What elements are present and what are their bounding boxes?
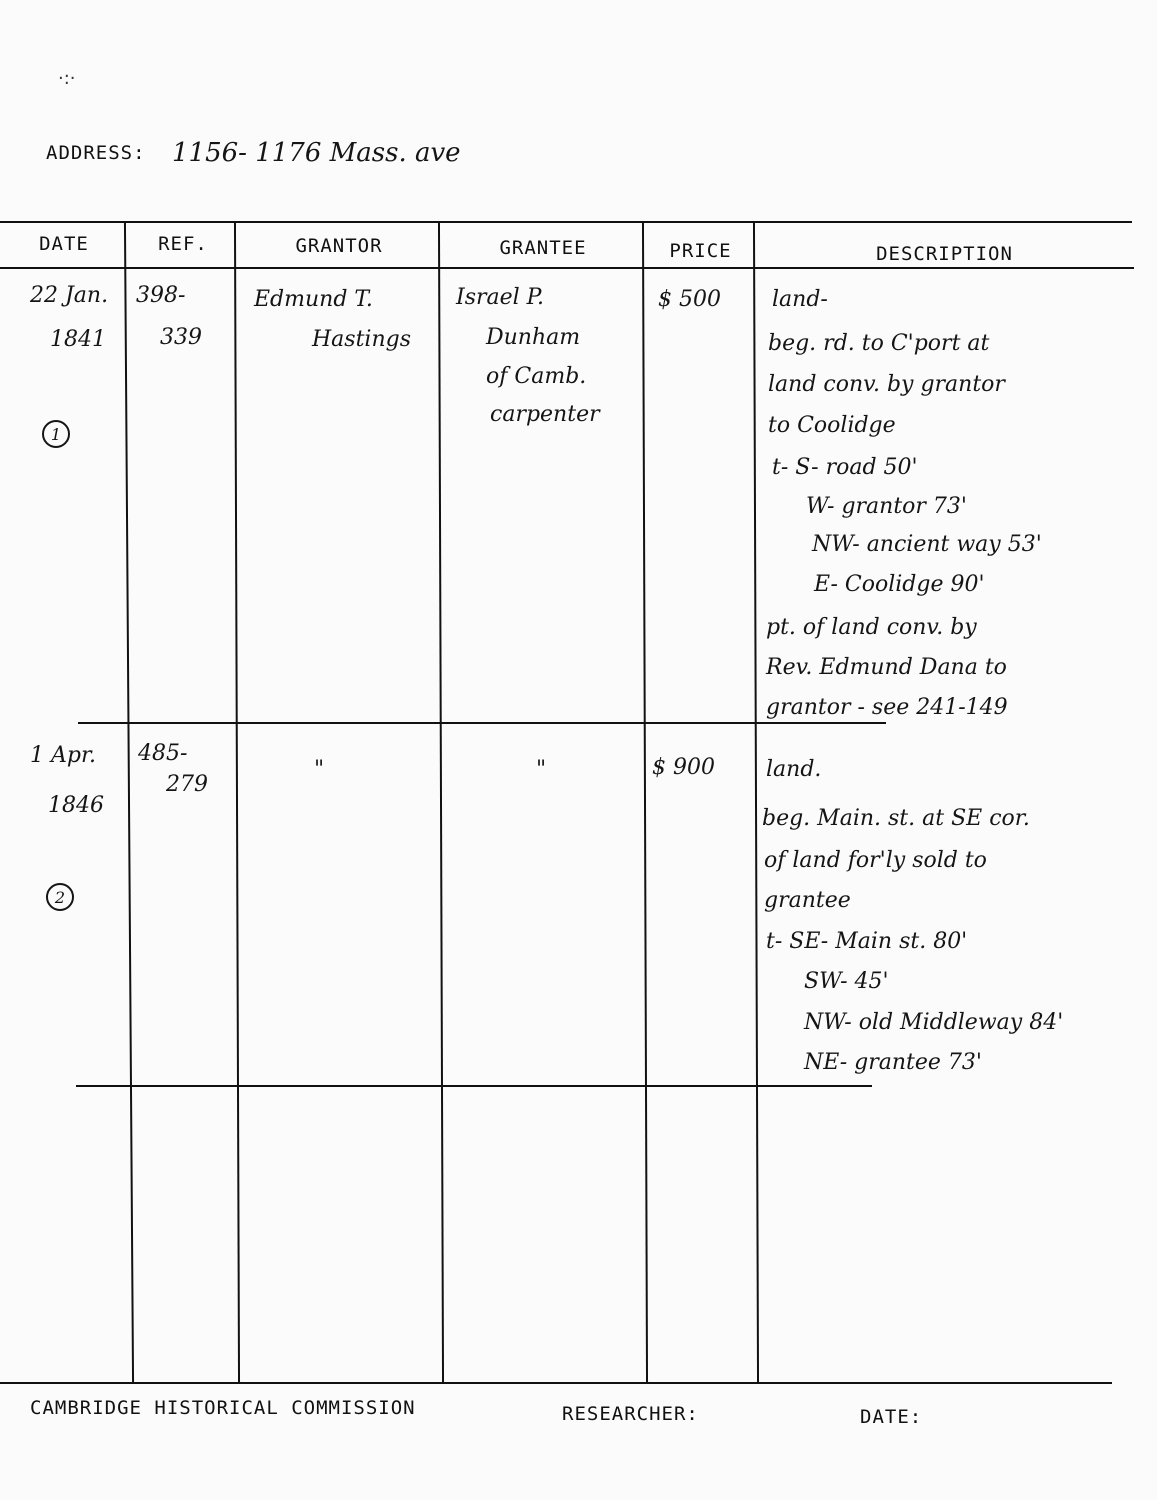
col-header-date: DATE: [39, 233, 89, 255]
footer-date-label: DATE:: [860, 1406, 923, 1428]
paper-specks: ·:·: [58, 68, 76, 89]
footer-researcher-label: RESEARCHER:: [562, 1403, 699, 1425]
entry-grantor-line: Edmund T.: [254, 287, 373, 312]
entry-description-line: land conv. by grantor: [768, 372, 1005, 397]
col-divider-2: [234, 222, 240, 1382]
entry-description-line: t- SE- Main st. 80': [766, 929, 968, 954]
col-header-grantee: GRANTEE: [499, 237, 587, 259]
entry-description-line: NW- ancient way 53': [812, 532, 1042, 557]
entry-grantee-line: Dunham: [486, 325, 581, 350]
entry-ref-line: 485-: [138, 741, 188, 766]
col-header-ref: REF.: [158, 233, 208, 255]
entry-description-line: E- Coolidge 90': [814, 572, 985, 597]
col-divider-3: [438, 222, 444, 1382]
entry-price: $ 900: [652, 755, 715, 780]
entry-description-line: land-: [772, 287, 828, 312]
entry-grantor-line: Hastings: [312, 327, 412, 352]
table-top-rule: [0, 221, 1132, 223]
entry-description-line: SW- 45': [804, 969, 889, 994]
address-label: ADDRESS:: [46, 142, 146, 164]
entry-ref-line: 398-: [136, 283, 186, 308]
address-value: 1156- 1176 Mass. ave: [172, 138, 461, 168]
entry-date-line: 1841: [50, 327, 106, 352]
col-header-grantor: GRANTOR: [295, 235, 383, 257]
entry-1-bottom-rule: [78, 722, 886, 724]
entry-description-line: land.: [766, 757, 822, 782]
entry-ref-line: 339: [160, 325, 202, 350]
footer-organization: CAMBRIDGE HISTORICAL COMMISSION: [30, 1397, 416, 1419]
entry-description-line: pt. of land conv. by: [766, 615, 977, 640]
entry-grantee-line: carpenter: [490, 402, 600, 427]
entry-description-line: NW- old Middleway 84': [804, 1010, 1064, 1035]
entry-grantee-ditto: ": [536, 757, 547, 782]
entry-grantee-line: Israel P.: [456, 285, 544, 310]
col-divider-5: [753, 222, 759, 1382]
entry-description-line: beg. Main. st. at SE cor.: [762, 806, 1030, 831]
entry-date-line: 1846: [48, 793, 104, 818]
entry-description-line: Rev. Edmund Dana to: [766, 655, 1007, 680]
entry-date-line: 1 Apr.: [30, 743, 97, 768]
entry-description-line: t- S- road 50': [772, 455, 918, 480]
entry-number-badge: 1: [42, 420, 70, 448]
col-header-description: DESCRIPTION: [876, 243, 1013, 265]
entry-description-line: grantor - see 241-149: [766, 695, 1008, 720]
entry-price: $ 500: [658, 287, 721, 312]
entry-date-line: 22 Jan.: [30, 283, 109, 308]
entry-2-bottom-rule: [76, 1085, 872, 1087]
col-header-price: PRICE: [669, 240, 732, 262]
header-bottom-rule: [0, 267, 1134, 269]
entry-grantee-line: of Camb.: [486, 364, 587, 389]
entry-number-badge: 2: [46, 883, 74, 911]
entry-ref-line: 279: [166, 772, 208, 797]
footer-top-rule: [0, 1382, 1112, 1384]
entry-description-line: NE- grantee 73': [804, 1050, 982, 1075]
entry-description-line: of land for'ly sold to: [764, 848, 987, 873]
entry-description-line: beg. rd. to C'port at: [768, 331, 990, 356]
entry-description-line: grantee: [764, 888, 851, 913]
col-divider-1: [124, 222, 134, 1382]
entry-grantor-ditto: ": [314, 757, 325, 782]
entry-description-line: to Coolidge: [768, 413, 896, 438]
col-divider-4: [642, 222, 648, 1382]
entry-description-line: W- grantor 73': [806, 494, 967, 519]
